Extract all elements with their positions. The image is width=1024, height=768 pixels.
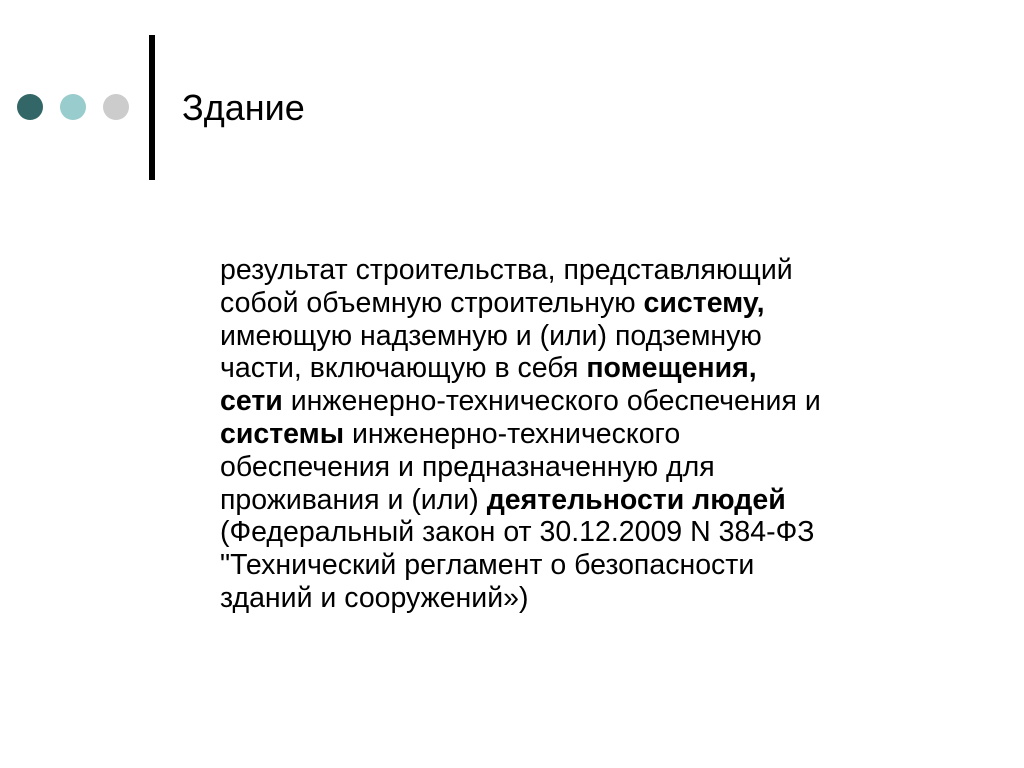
- text-line: [220, 352, 960, 385]
- text-segment: инженерно-технического: [344, 417, 681, 450]
- definition-text: [220, 254, 960, 615]
- text-line: [220, 582, 960, 615]
- slide-title: Здание: [182, 87, 305, 128]
- text-segment: части, включающую в себя: [220, 352, 587, 385]
- text-line: [220, 516, 960, 549]
- text-segment: "Технический регламент о безопасности: [220, 549, 755, 582]
- text-segment: инженерно-технического обеспечения и: [282, 385, 821, 418]
- text-line: [220, 549, 960, 582]
- text-segment: результат строительства, представляющий: [220, 254, 793, 286]
- text-line: [220, 418, 960, 451]
- text-line: [220, 320, 960, 353]
- decorative-dot-gray: [103, 94, 129, 120]
- decorative-dot-dark: [17, 94, 43, 120]
- text-segment: собой объемную строительную: [220, 286, 644, 319]
- bold-term: систему,: [643, 286, 765, 319]
- text-line: [220, 484, 960, 517]
- text-segment: имеющую надземную и (или) подземную: [220, 319, 762, 352]
- text-segment: проживания и (или): [220, 483, 487, 516]
- decorative-dot-light: [60, 94, 86, 120]
- text-line: [220, 385, 960, 418]
- text-segment: зданий и сооружений»): [220, 581, 529, 614]
- bold-term: сети: [220, 385, 283, 418]
- bold-term: системы: [220, 417, 345, 450]
- text-segment: (Федеральный закон от 30.12.2009 N 384-ФЗ: [220, 516, 815, 549]
- bold-term: помещения,: [586, 352, 757, 385]
- text-segment: обеспечения и предназначенную для: [220, 450, 715, 483]
- text-line: [220, 451, 960, 484]
- text-line: [220, 254, 960, 287]
- title-divider: [149, 35, 155, 180]
- bold-term: деятельности людей: [486, 483, 786, 516]
- text-line: [220, 287, 960, 320]
